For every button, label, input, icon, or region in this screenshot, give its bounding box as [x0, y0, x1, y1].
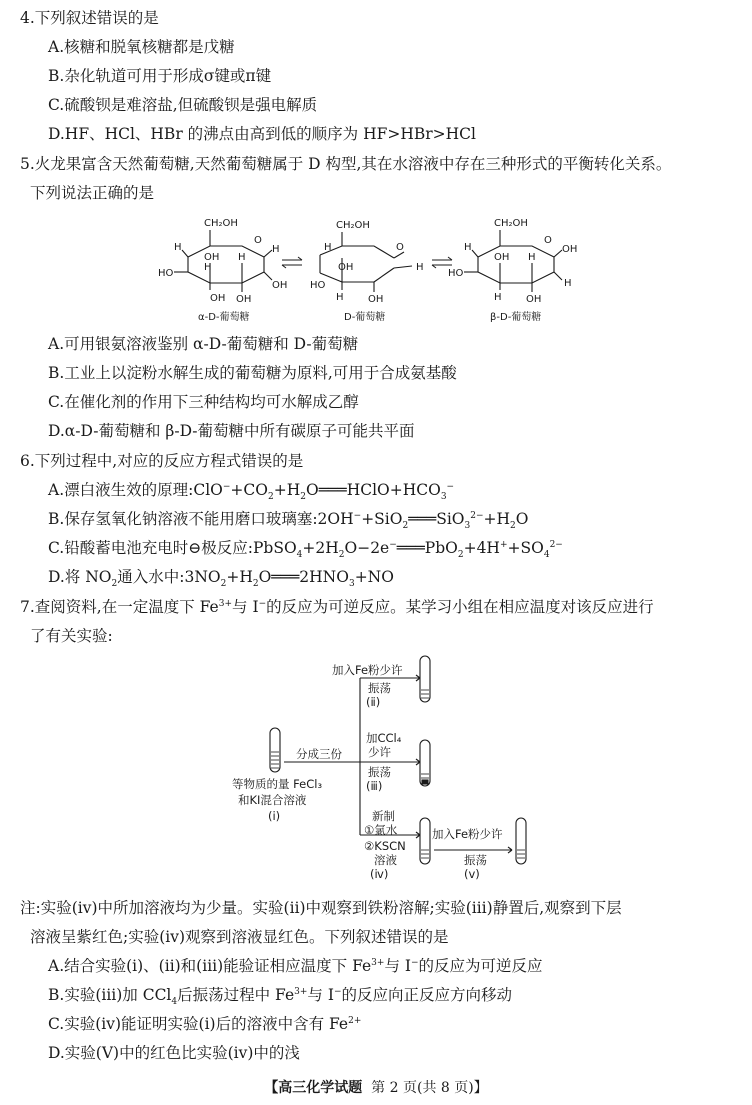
- dglc-ho: HO: [310, 280, 326, 291]
- beta-oh3: OH: [562, 244, 578, 255]
- tube-v: [516, 818, 526, 864]
- page-footer: [0, 1077, 752, 1097]
- label-shake-2: 振荡: [368, 765, 391, 779]
- label-v: (ⅴ): [464, 867, 480, 881]
- equilibrium-arrow-2: [432, 257, 452, 268]
- label-beta-d-glucose: β-D-葡萄糖: [490, 312, 542, 323]
- label-reagent-2: 和KI混合溶液: [238, 793, 307, 807]
- beta-oh-mid: OH: [494, 252, 510, 263]
- beta-ch2oh: CH₂OH: [494, 218, 528, 229]
- q5-option-b: B.工业上以淀粉水解生成的葡萄糖为原料,可用于合成氨基酸: [48, 364, 457, 382]
- label-ii: (ⅱ): [366, 695, 381, 709]
- q7-option-d: D.实验(Ⅴ)中的红色比实验(ⅳ)中的浅: [48, 1044, 300, 1062]
- alpha-h4: H: [272, 244, 280, 255]
- label-shake-1: 振荡: [368, 681, 391, 695]
- label-shake-3: 振荡: [464, 853, 487, 867]
- q5-stem-line1: 5.火龙果富含天然葡萄糖,天然葡萄糖属于 D 构型,其在水溶液中存在三种形式的平衡转化关系。: [20, 155, 672, 173]
- label-chlorine-water: ①氯水: [364, 823, 398, 837]
- q6-option-b: B.保存氢氧化钠溶液不能用磨口玻璃塞$:2OH^-+SiO_2═══SiO_3^{2-}+H_2O$: [48, 510, 529, 532]
- q7-stem-line1: 7.查阅资料,在一定温度下 $Fe^{3+}$与 I−的反应为可逆反应。某学习小组在相应温度对该反应进行: [20, 598, 654, 616]
- q7-note-line1: 注:实验(ⅳ)中所加溶液均为少量。实验(ⅱ)中观察到铁粉溶解;实验(ⅲ)静置后,观察到下层: [20, 899, 622, 917]
- beta-h2: H: [494, 292, 502, 303]
- equilibrium-arrow-1: [282, 257, 302, 268]
- alpha-ch2oh: CH₂OH: [204, 218, 238, 229]
- beta-h3: H: [528, 252, 536, 263]
- beta-ho: HO: [448, 268, 464, 279]
- q5-stem-line2: 下列说法正确的是: [30, 184, 155, 202]
- d-glucose-structure: [320, 232, 412, 292]
- dglc-ch2oh: CH₂OH: [336, 220, 370, 231]
- footer-title: 【高三化学试题: [264, 1080, 363, 1096]
- dglc-oh2: OH: [368, 294, 384, 305]
- dglc-oh-mid: OH: [338, 262, 354, 273]
- q7-stem-line2: 了有关实验:: [30, 627, 113, 645]
- dglc-h2: H: [336, 292, 344, 303]
- label-add-fe-2: 加入Fe粉少许: [432, 827, 503, 841]
- q4-option-a: A.核糖和脱氧核糖都是戊糖: [48, 38, 235, 56]
- alpha-h2: H: [204, 262, 212, 273]
- alpha-oh1: OH: [210, 293, 226, 304]
- label-add-fe-1: 加入Fe粉少许: [332, 663, 403, 677]
- alpha-ho: HO: [158, 268, 174, 279]
- q5-option-d: D.α-D-葡萄糖和 β-D-葡萄糖中所有碳原子可能共平面: [48, 422, 415, 440]
- q4-option-d: D.HF、HCl、HBr 的沸点由高到低的顺序为 HF>HBr>HCl: [48, 125, 476, 143]
- alpha-h1: H: [174, 242, 182, 253]
- tube-iii: [420, 740, 430, 786]
- q7-option-a: A.结合实验(ⅰ)、(ⅱ)和(ⅲ)能验证相应温度下 $Fe^{3+}$与 I−的反应为可逆反应: [48, 957, 543, 975]
- q4-option-b: B.杂化轨道可用于形成σ键或π键: [48, 67, 272, 85]
- label-add-ccl4: 加CCl₄: [366, 731, 402, 745]
- beta-o: O: [544, 235, 552, 246]
- dglc-o: O: [396, 242, 404, 253]
- footer-page: 第 2 页(共 8 页)】: [371, 1080, 488, 1096]
- q7-note-line2: 溶液呈紫红色;实验(ⅳ)观察到溶液显红色。下列叙述错误的是: [30, 928, 449, 946]
- tube-iv: [420, 818, 430, 864]
- label-kscn: ②KSCN: [364, 839, 406, 853]
- tube-ii: [420, 656, 430, 702]
- negative-electrode-icon: ⊖: [188, 539, 202, 557]
- q6-stem: 6.下列过程中,对应的反应方程式错误的是: [20, 452, 304, 470]
- q4-stem: 4.下列叙述错误的是: [20, 9, 159, 27]
- label-i: (ⅰ): [268, 809, 281, 823]
- beta-oh2: OH: [526, 294, 542, 305]
- q6-option-d: D.将 $NO_2$通入水中$:3NO_2+H_2O═══2HNO_3+NO$: [48, 568, 394, 590]
- tube-i: [270, 728, 280, 772]
- q4-option-c: C.硫酸钡是难溶盐,但硫酸钡是强电解质: [48, 96, 318, 114]
- label-iv: (ⅳ): [370, 867, 389, 881]
- label-iii: (ⅲ): [366, 779, 383, 793]
- label-reagent-1: 等物质的量 FeCl₃: [232, 777, 323, 791]
- label-solution: 溶液: [374, 853, 397, 867]
- q7-option-c: C.实验(ⅳ)能证明实验(ⅰ)后的溶液中含有 $Fe^{2+}$: [48, 1015, 362, 1033]
- label-split: 分成三份: [296, 747, 342, 761]
- label-alpha-d-glucose: α-D-葡萄糖: [198, 312, 250, 323]
- label-new: 新制: [372, 809, 395, 823]
- label-little: 少许: [368, 745, 391, 759]
- beta-h4: H: [564, 278, 572, 289]
- label-d-glucose: D-葡萄糖: [344, 312, 386, 323]
- alpha-oh2: OH: [236, 294, 252, 305]
- q6-option-c: C.铅酸蓄电池充电时⊖极反应$:PbSO_4+2H_2O-2e^-═══PbO_2+4H^++SO_4^{2-}$: [48, 539, 563, 561]
- dglc-h-aldehyde: H: [416, 262, 424, 273]
- experiment-figure: [220, 650, 580, 890]
- glucose-structures-figure: [160, 210, 590, 330]
- alpha-oh-mid: OH: [204, 252, 220, 263]
- alpha-oh3: OH: [272, 280, 288, 291]
- q7-option-b: B.实验(ⅲ)加 CCl$_4$后振荡过程中 $Fe^{3+}$与 I−的反应向正反应方向移动: [48, 986, 513, 1008]
- q5-option-c: C.在催化剂的作用下三种结构均可水解成乙醇: [48, 393, 359, 411]
- q6-option-a: A.漂白液生效的原理$:ClO^-+CO_2+H_2O═══HClO+HCO_3^-$: [48, 481, 455, 503]
- dglc-h1: H: [324, 242, 332, 253]
- alpha-h3: H: [238, 252, 246, 263]
- alpha-o: O: [254, 235, 262, 246]
- experiment-lines: [220, 650, 580, 890]
- beta-h1: H: [464, 242, 472, 253]
- q5-option-a: A.可用银氨溶液鉴别 α-D-葡萄糖和 D-葡萄糖: [48, 335, 359, 353]
